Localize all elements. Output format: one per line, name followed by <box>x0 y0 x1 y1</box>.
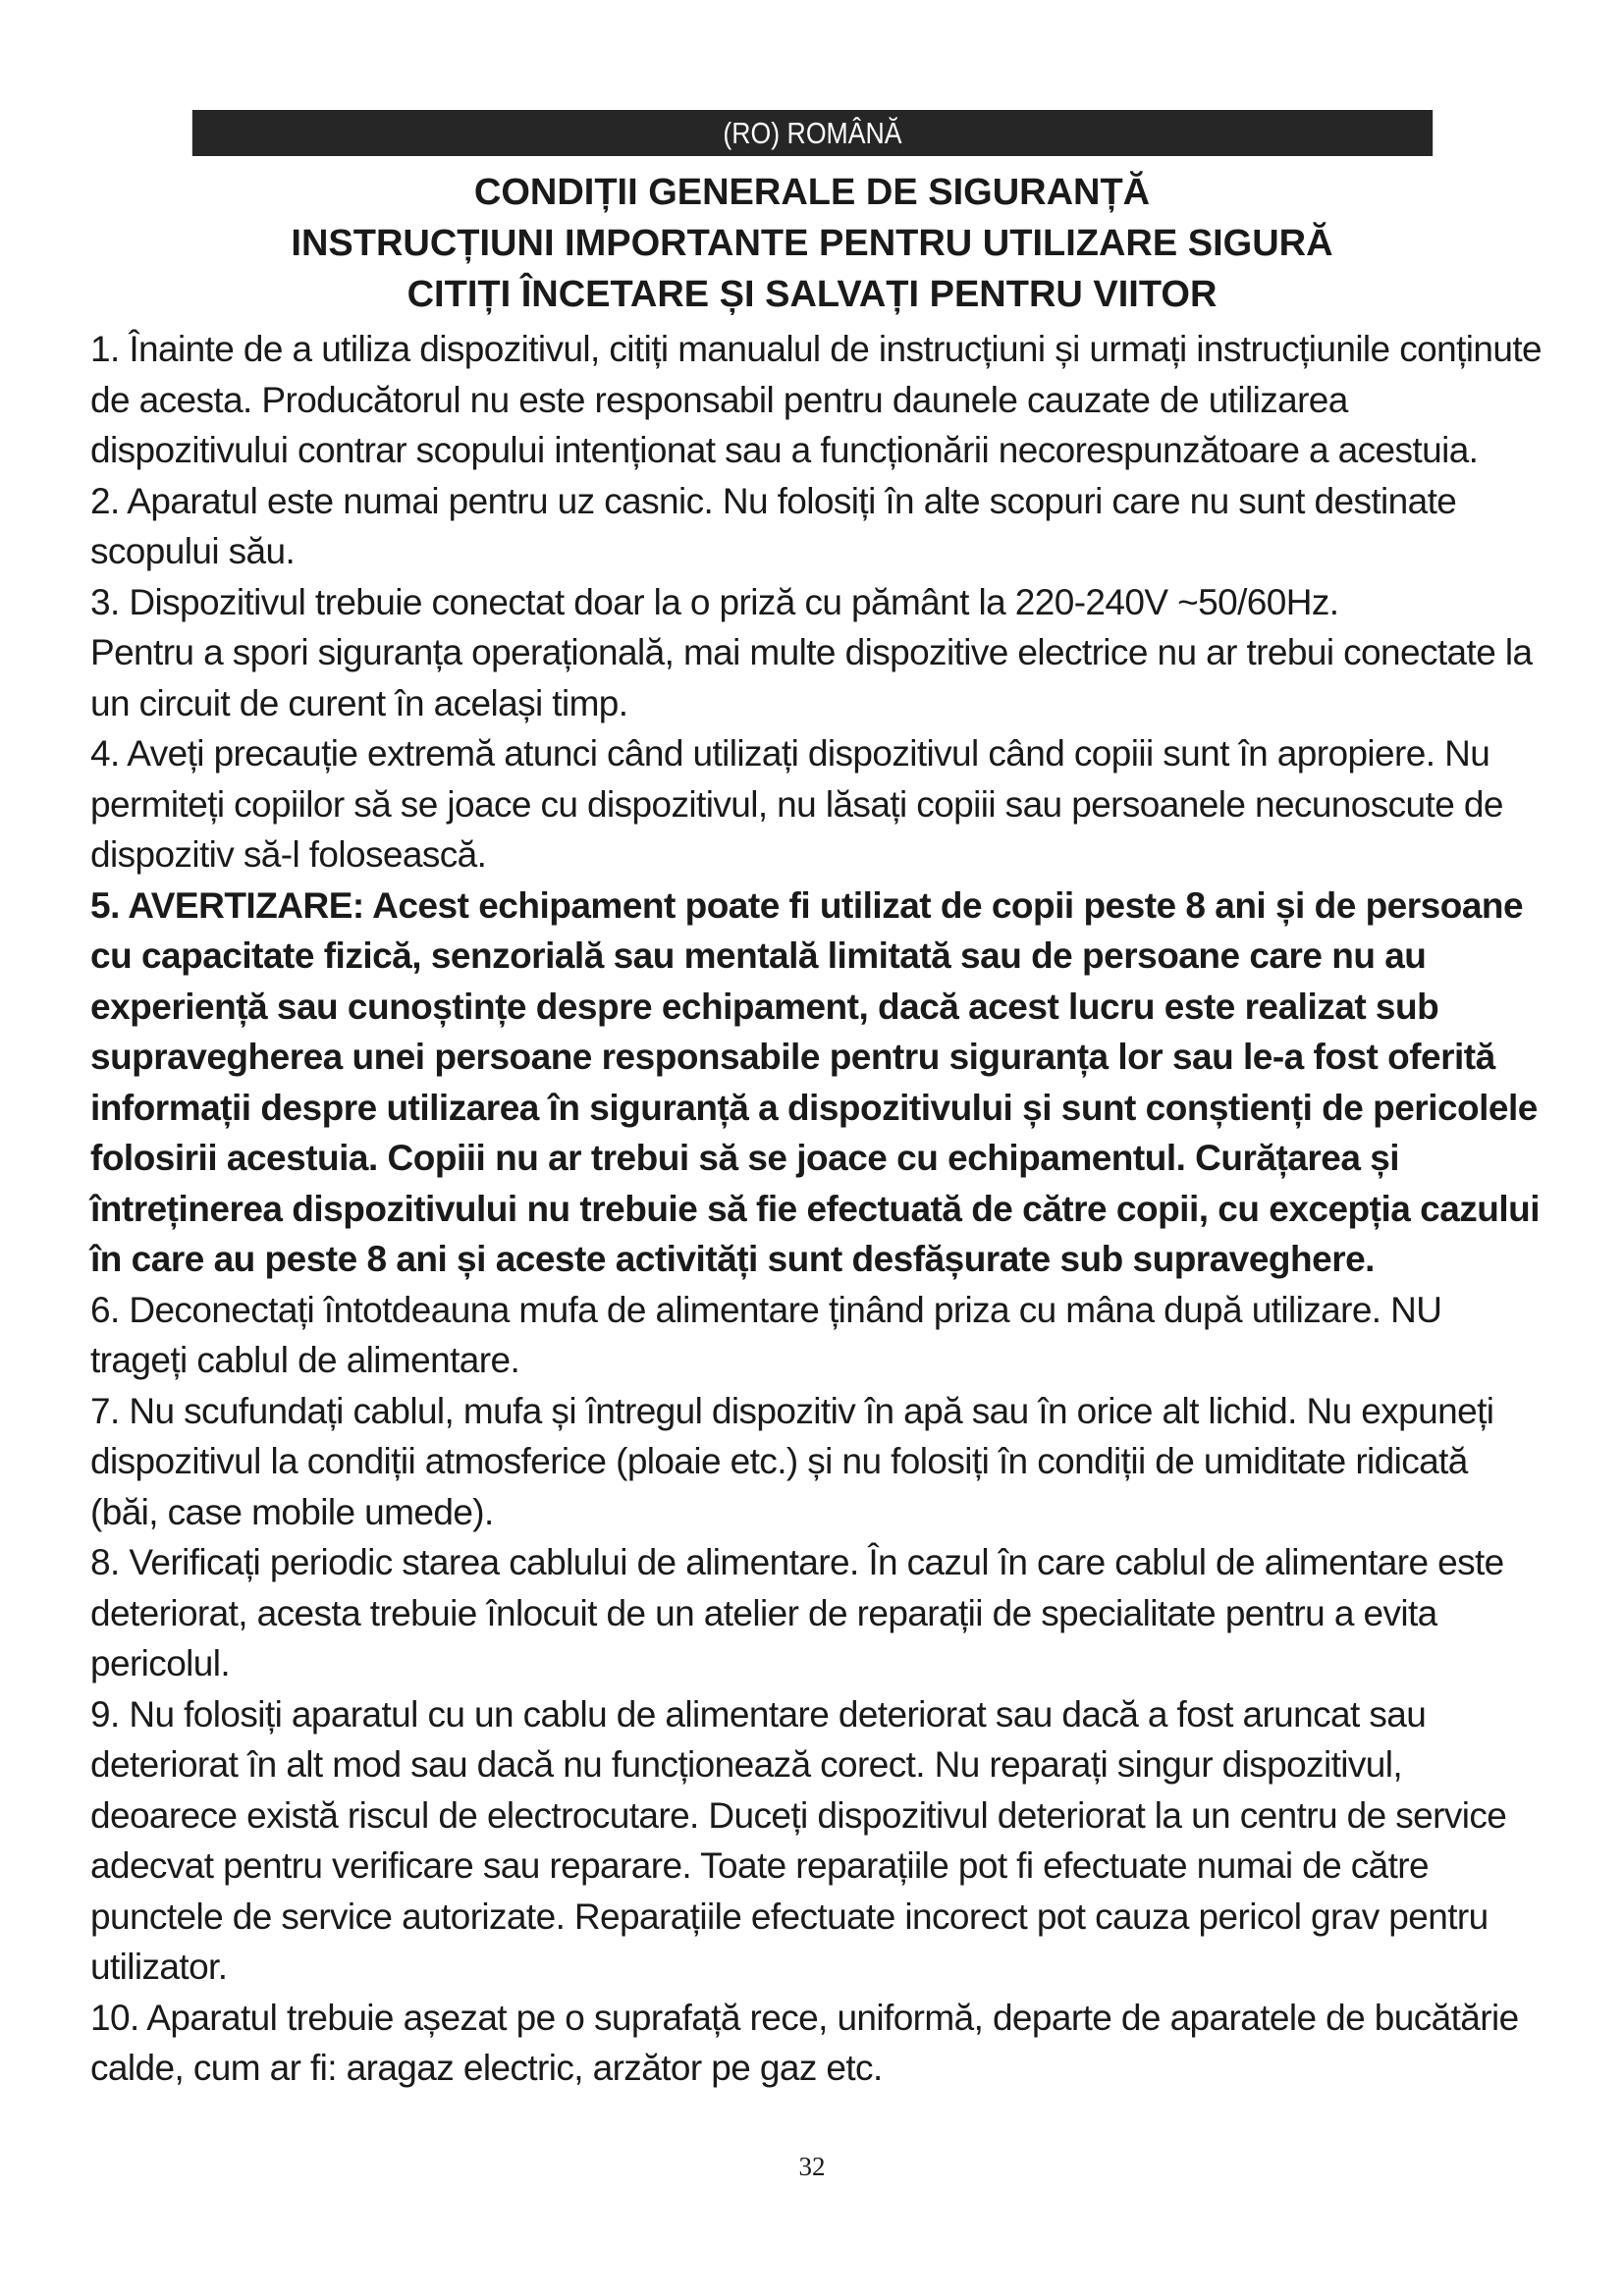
safety-instructions-body <box>90 324 1543 2094</box>
instruction-paragraph-6: 6. Deconectați întotdeauna mufa de alimentare ținând priza cu mâna după utilizare. NU trageți cablul de alimentare. <box>90 1289 1442 1380</box>
language-header-bar <box>192 110 1433 156</box>
warning-paragraph-5: 5. AVERTIZARE: Acest echipament poate fi utilizat de copii peste 8 ani și de persoane cu capacitate fizică, senzorială sau mentală limitată sau de persoane care nu au experiență sau cunoștințe despre echipament, dacă acest lucru este realizat sub supravegherea unei persoane responsabile pentru siguranța lor sau le-a fost oferită informații despre utilizarea în siguranță a dispozitivului și sunt conștienți de pericolele folosirii acestuia. Copiii nu ar trebui să se joace cu echipamentul. Curățarea și întreținerea dispozitivului nu trebuie să fie efectuată de către copii, cu excepția cazului în care au peste 8 ani și aceste activități sunt desfășurate sub supraveghere. <box>90 884 1541 1279</box>
title-general-safety: CONDIȚII GENERALE DE SIGURANȚĂ <box>473 172 1151 213</box>
title-read-and-save: CITIȚI ÎNCETARE ȘI SALVAȚI PENTRU VIITOR <box>406 274 1218 315</box>
instruction-paragraph-4: 4. Aveți precauție extremă atunci când utilizați dispozitivul când copiii sunt în apropiere. Nu permiteți copiilor să se joace cu dispozitivul, nu lăsați copiii sau persoanele necunoscute de dispozitiv să-l folosească. <box>90 733 1503 875</box>
instruction-paragraph-10: 10. Aparatul trebuie așezat pe o suprafață rece, uniformă, departe de aparatele de bucătărie calde, cum ar fi: aragaz electric, arzător pe gaz etc. <box>90 1997 1519 2088</box>
instruction-paragraph-8: 8. Verificați periodic starea cablului de alimentare. În cazul în care cablul de alimentare este deteriorat, acesta trebuie înlocuit de un atelier de reparații de specialitate pentru a evita pericolul. <box>90 1542 1504 1683</box>
instruction-paragraph-9: 9. Nu folosiți aparatul cu un cablu de alimentare deteriorat sau dacă a fost aruncat sau deteriorat în alt mod sau dacă nu funcționează corect. Nu reparați singur dispozitivul, deoarece există riscul de electrocutare. Duceți dispozitivul deteriorat la un centru de service adecvat pentru verificare sau reparare. Toate reparațiile pot fi efectuate numai de către punctele de service autorizate. Reparațiile efectuate incorect pot cauza pericol grav pentru utilizator. <box>90 1693 1507 1987</box>
page-number: 32 <box>798 2152 826 2181</box>
instruction-paragraph-2: 2. Aparatul este numai pentru uz casnic. Nu folosiți în alte scopuri care nu sunt destinate scopului său. <box>90 480 1457 571</box>
language-label: (RO) ROMÂNĂ <box>723 116 902 150</box>
document-titles <box>59 167 1565 320</box>
title-important-instructions: INSTRUCȚIUNI IMPORTANTE PENTRU UTILIZARE SIGURĂ <box>291 223 1333 264</box>
instruction-paragraph-7: 7. Nu scufundați cablul, mufa și întregul dispozitiv în apă sau în orice alt lichid. Nu expuneți dispozitivul la condiții atmosferice (ploaie etc.) și nu folosiți în condiții de umiditate ridicată (băi, case mobile umede). <box>90 1390 1494 1532</box>
instruction-paragraph-3-note: Pentru a spori siguranța operațională, mai multe dispozitive electrice nu ar trebui conectate la un circuit de curent în același timp. <box>90 632 1533 723</box>
instruction-paragraph-3: 3. Dispozitivul trebuie conectat doar la o priză cu pământ la 220-240V ~50/60Hz. <box>90 581 1339 622</box>
instruction-paragraph-1: 1. Înainte de a utiliza dispozitivul, citiți manualul de instrucțiuni și urmați instrucțiunile conținute de acesta. Producătorul nu este responsabil pentru daunele cauzate de utilizarea dispozitivului contrar scopului intenționat sau a funcționării necorespunzătoare a acestuia. <box>90 329 1542 470</box>
